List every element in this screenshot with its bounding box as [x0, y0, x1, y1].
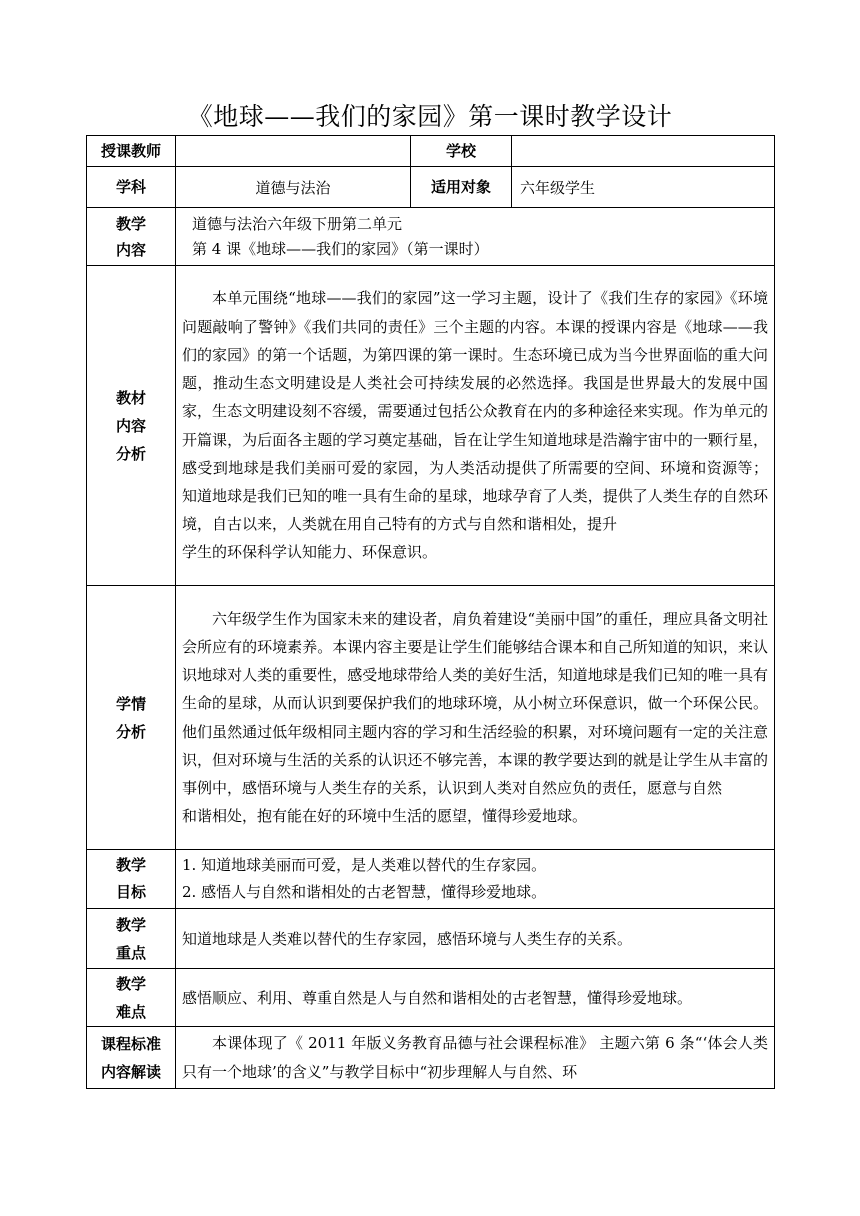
teaching-goals-value — [176, 850, 775, 909]
teaching-key-label-line2: 重点 — [115, 943, 146, 962]
teaching-goal-item-2: 2. 感悟人与自然和谐相处的古老智慧，懂得珍爱地球。 — [182, 883, 547, 901]
row-curriculum-standard — [87, 1027, 775, 1089]
student-analysis-label-line2: 分析 — [115, 722, 146, 741]
material-analysis-label-line3: 分析 — [115, 444, 146, 463]
teaching-key-label-line1: 教学 — [115, 915, 146, 934]
material-analysis-label — [87, 266, 176, 586]
row-student-analysis — [87, 586, 775, 850]
document-title: 《地球——我们的家园》第一课时教学设计 — [187, 102, 673, 131]
row-teaching-goals — [87, 850, 775, 909]
teaching-content-line1: 道德与法治六年级下册第二单元 — [192, 214, 403, 233]
curriculum-standard-label-line2: 内容解读 — [100, 1062, 161, 1081]
row-subject-audience — [87, 167, 775, 208]
student-analysis-paragraph: 六年级学生作为国家未来的建设者，肩负着建设“美丽中国”的重任，理应具备文明社会所应有的环境素养。本课内容主要是让学生们能够结合课本和自己所知道的知识，来认识地球对人类的重要性，感受地球带给人类的美好生活，知道地球是我们已知的唯一具有生命的星球，从而认识到要保护我们的地球环境，从小树立环保意识，做一个环保公民。他们虽然通过低年级相同主题内容的学习和生活经验的积累，对环境问题有一定的关注意识，但对环境与生活的关系的认识还不够完善，本课的教学要达到的就是让学生从丰富的事例中，感悟环境与人类生存的关系，认识到人类对自然应负的责任，愿意与自然 — [182, 609, 768, 797]
subject-label: 学科 — [87, 167, 176, 208]
curriculum-standard-paragraph: 本课体现了《 2011 年版义务教育品德与社会课程标准》 主题六第 6 条“‘体会人类只有一个地球’的含义”与教学目标中“初步理解人与自然、环 — [182, 1034, 768, 1081]
teaching-difficulty-label-line2: 难点 — [115, 1002, 146, 1021]
curriculum-standard-label — [87, 1027, 176, 1089]
subject-value: 道德与法治 — [176, 167, 411, 208]
teaching-content-label-line1: 教学 — [115, 214, 146, 233]
curriculum-standard-label-line1: 课程标准 — [100, 1034, 161, 1053]
teaching-content-label-line2: 内容 — [115, 240, 146, 259]
row-teacher-school — [87, 136, 775, 167]
lesson-plan-table — [86, 135, 775, 1089]
student-analysis-label — [87, 586, 176, 850]
row-teaching-content — [87, 208, 775, 266]
row-teaching-difficulty — [87, 969, 775, 1027]
material-analysis-text — [176, 266, 775, 586]
teaching-key-label — [87, 909, 176, 969]
teacher-value — [176, 136, 411, 167]
row-teaching-key — [87, 909, 775, 969]
teaching-difficulty-label — [87, 969, 176, 1027]
teaching-goal-item-1: 1. 知道地球美丽而可爱，是人类难以替代的生存家园。 — [182, 856, 547, 874]
row-material-analysis — [87, 266, 775, 586]
teaching-goals-label-line1: 教学 — [115, 856, 146, 874]
material-analysis-label-line2: 内容 — [115, 416, 146, 435]
student-analysis-tail: 和谐相处，抱有能在好的环境中生活的愿望，懂得珍爱地球。 — [182, 807, 588, 826]
teaching-content-value — [176, 208, 775, 266]
school-label: 学校 — [411, 136, 512, 167]
teaching-content-label — [87, 208, 176, 266]
teacher-label: 授课教师 — [87, 136, 176, 167]
curriculum-standard-text — [176, 1027, 775, 1089]
teaching-content-line2: 第 4 课《地球——我们的家园》（第一课时） — [192, 239, 489, 258]
teaching-key-value: 知道地球是人类难以替代的生存家园，感悟环境与人类生存的关系。 — [176, 909, 775, 969]
student-analysis-label-line1: 学情 — [115, 694, 146, 713]
audience-label: 适用对象 — [411, 167, 512, 208]
material-analysis-label-line1: 教材 — [115, 388, 146, 407]
teaching-difficulty-label-line1: 教学 — [115, 974, 146, 993]
teaching-goals-label-line2: 目标 — [115, 883, 146, 901]
material-analysis-tail: 学生的环保科学认知能力、环保意识。 — [182, 543, 438, 562]
audience-value: 六年级学生 — [512, 167, 775, 208]
teaching-difficulty-value: 感悟顺应、利用、尊重自然是人与自然和谐相处的古老智慧，懂得珍爱地球。 — [176, 969, 775, 1027]
teaching-goals-label — [87, 850, 176, 909]
material-analysis-paragraph: 本单元围绕“地球——我们的家园”这一学习主题，设计了《我们生存的家园》《环境问题敲响了警钟》《我们共同的责任》三个主题的内容。本课的授课内容是《地球——我们的家园》的第一个话题，为第四课的第一课时。生态环境已成为当今世界面临的重大问题，推动生态文明建设是人类社会可持续发展的必然选择。我国是世界最大的发展中国家，生态文明建设刻不容缓，需要通过包括公众教育在内的多种途径来实现。作为单元的开篇课，为后面各主题的学习奠定基础，旨在让学生知道地球是浩瀚宇宙中的一颗行星，感受到地球是我们美丽可爱的家园，为人类活动提供了所需要的空间、环境和资源等； 知道地球是我们已知的唯一具有生命的星球，地球孕育了人类，提供了人类生存的自然环境，自古以来，人类就在用自己特有的方式与自然和谐相处，提升 — [182, 289, 768, 534]
student-analysis-text — [176, 586, 775, 850]
school-value — [512, 136, 775, 167]
